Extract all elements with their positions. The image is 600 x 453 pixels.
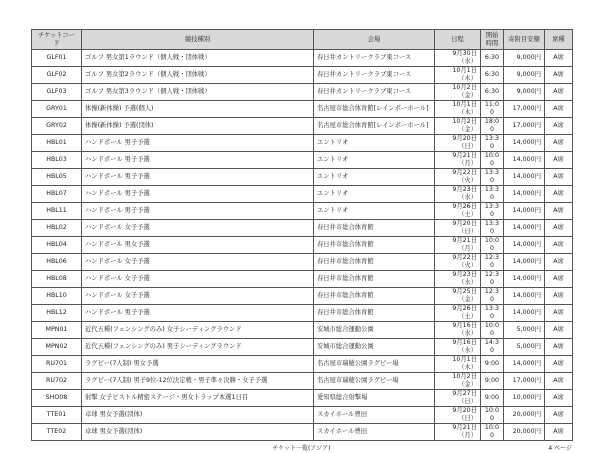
seat-cell: A席 (545, 135, 573, 152)
event-cell: 卓球 男女予選(団体) (82, 407, 314, 424)
venue-cell: 安城市総合運動公園 (314, 322, 435, 339)
table-row (32, 186, 573, 203)
seat-cell: A席 (545, 169, 573, 186)
ticket-code-cell: HBL05 (32, 169, 82, 186)
table-row (32, 288, 573, 305)
table-row (32, 152, 573, 169)
date-cell: 9月21日（月） (435, 152, 481, 169)
venue-cell: 春日井市総合体育館 (314, 237, 435, 254)
start-time-cell: 9:00 (481, 373, 504, 390)
start-time-cell: 9:00 (481, 390, 504, 407)
ticket-code-cell: GLF02 (32, 67, 82, 84)
donation-cell: 9,000円 (504, 50, 545, 67)
date-cell: 9月20日（日） (435, 135, 481, 152)
seat-cell: A席 (545, 424, 573, 441)
ticket-code-cell: TTE02 (32, 424, 82, 441)
start-time-cell: 13:30 (481, 135, 504, 152)
ticket-code-cell: MPN01 (32, 322, 82, 339)
seat-cell: A席 (545, 271, 573, 288)
ticket-table (31, 29, 573, 441)
ticket-code-cell: GLF03 (32, 84, 82, 101)
date-cell: 9月23日（水） (435, 271, 481, 288)
ticket-code-cell: HBL06 (32, 254, 82, 271)
page-content (31, 29, 572, 453)
donation-cell: 17,000円 (504, 101, 545, 118)
table-row (32, 50, 573, 67)
event-cell: ラグビー(7人制) 男子9位-12位決定戦・男子準々決勝・女子予選 (82, 373, 314, 390)
table-row (32, 407, 573, 424)
table-row (32, 254, 573, 271)
seat-cell: A席 (545, 305, 573, 322)
ticket-code-cell: TTE01 (32, 407, 82, 424)
event-cell: ハンドボール 女子予選 (82, 220, 314, 237)
page-number: 4 ページ (548, 445, 572, 452)
venue-cell: 春日井カントリークラブ東コース (314, 84, 435, 101)
donation-cell: 14,000円 (504, 305, 545, 322)
venue-cell: 安城市総合運動公園 (314, 339, 435, 356)
event-cell: 近代五種(フェンシングのみ) 男子シーディングラウンド (82, 339, 314, 356)
date-cell: 9月16日（水） (435, 322, 481, 339)
header-event: 競技種別 (82, 30, 314, 50)
date-cell: 9月16日（水） (435, 339, 481, 356)
table-row (32, 101, 573, 118)
start-time-cell: 14:30 (481, 339, 504, 356)
header-start-time: 開始時間 (481, 30, 504, 50)
ticket-code-cell: HBL08 (32, 271, 82, 288)
event-cell: 体操(新体操) 予選(個人) (82, 101, 314, 118)
start-time-cell: 18:00 (481, 118, 504, 135)
venue-cell: エントリオ (314, 152, 435, 169)
ticket-code-cell: HBL03 (32, 152, 82, 169)
venue-cell: 春日井カントリークラブ東コース (314, 67, 435, 84)
donation-cell: 9,000円 (504, 84, 545, 101)
date-cell: 10月2日（金） (435, 84, 481, 101)
event-cell: ハンドボール 男女予選 (82, 237, 314, 254)
seat-cell: A席 (545, 390, 573, 407)
date-cell: 9月22日（火） (435, 169, 481, 186)
event-cell: 卓球 男女予選(団体) (82, 424, 314, 441)
ticket-code-cell: GLF01 (32, 50, 82, 67)
start-time-cell: 11:00 (481, 101, 504, 118)
seat-cell: A席 (545, 322, 573, 339)
date-cell: 10月1日（木） (435, 67, 481, 84)
table-header-row (32, 30, 573, 50)
event-cell: ハンドボール 女子予選 (82, 288, 314, 305)
page-footer (31, 445, 572, 453)
seat-cell: A席 (545, 186, 573, 203)
table-row (32, 118, 573, 135)
ticket-code-cell: HBL04 (32, 237, 82, 254)
venue-cell: 春日井市総合体育館 (314, 288, 435, 305)
start-time-cell: 12:30 (481, 288, 504, 305)
event-cell: 近代五種(フェンシングのみ) 女子シーディングラウンド (82, 322, 314, 339)
donation-cell: 14,000円 (504, 169, 545, 186)
event-cell: ラグビー(7人制) 男女予選 (82, 356, 314, 373)
date-cell: 10月1日（木） (435, 101, 481, 118)
event-cell: 体操(新体操) 予選(団体) (82, 118, 314, 135)
ticket-code-cell: GRY01 (32, 101, 82, 118)
date-cell: 9月27日（日） (435, 390, 481, 407)
donation-cell: 14,000円 (504, 237, 545, 254)
donation-cell: 5,000円 (504, 339, 545, 356)
donation-cell: 5,000円 (504, 322, 545, 339)
venue-cell: エントリオ (314, 186, 435, 203)
venue-cell: 春日井市総合体育館 (314, 305, 435, 322)
venue-cell: 名古屋市瑞穂公園ラグビー場 (314, 356, 435, 373)
start-time-cell: 6:30 (481, 84, 504, 101)
seat-cell: A席 (545, 203, 573, 220)
table-row (32, 424, 573, 441)
date-cell: 10月2日（金） (435, 373, 481, 390)
venue-cell: エントリオ (314, 135, 435, 152)
donation-cell: 14,000円 (504, 254, 545, 271)
venue-cell: 春日井市総合体育館 (314, 220, 435, 237)
donation-cell: 10,000円 (504, 390, 545, 407)
start-time-cell: 13:30 (481, 169, 504, 186)
donation-cell: 20,000円 (504, 424, 545, 441)
start-time-cell: 10:00 (481, 322, 504, 339)
table-row (32, 373, 573, 390)
event-cell: ハンドボール 男子予選 (82, 169, 314, 186)
start-time-cell: 10:00 (481, 152, 504, 169)
date-cell: 9月21日（月） (435, 424, 481, 441)
donation-cell: 14,000円 (504, 203, 545, 220)
table-row (32, 322, 573, 339)
venue-cell: スカイホール豊田 (314, 407, 435, 424)
event-cell: ゴルフ 男女第3ラウンド（個人戦・団体戦） (82, 84, 314, 101)
event-cell: ハンドボール 男子予選 (82, 135, 314, 152)
seat-cell: A席 (545, 373, 573, 390)
seat-cell: A席 (545, 407, 573, 424)
venue-cell: 愛知県総合射撃場 (314, 390, 435, 407)
table-row (32, 169, 573, 186)
table-row (32, 84, 573, 101)
donation-cell: 17,000円 (504, 373, 545, 390)
date-cell: 9月23日（水） (435, 186, 481, 203)
ticket-code-cell: HBL11 (32, 203, 82, 220)
table-row (32, 203, 573, 220)
ticket-code-cell: RU702 (32, 373, 82, 390)
donation-cell: 14,000円 (504, 135, 545, 152)
venue-cell: 春日井カントリークラブ東コース (314, 50, 435, 67)
donation-cell: 14,000円 (504, 356, 545, 373)
venue-cell: 名古屋市瑞穂公園ラグビー場 (314, 373, 435, 390)
date-cell: 9月26日（土） (435, 203, 481, 220)
header-venue: 会場 (314, 30, 435, 50)
donation-cell: 14,000円 (504, 220, 545, 237)
venue-cell: 春日井市総合体育館 (314, 254, 435, 271)
seat-cell: A席 (545, 288, 573, 305)
table-row (32, 356, 573, 373)
table-row (32, 271, 573, 288)
start-time-cell: 12:30 (481, 254, 504, 271)
venue-cell: 名古屋市総合体育館[レインボーホール] (314, 101, 435, 118)
start-time-cell: 10:00 (481, 237, 504, 254)
header-donation: 寄附目安額 (504, 30, 545, 50)
start-time-cell: 6:30 (481, 50, 504, 67)
ticket-code-cell: MPN02 (32, 339, 82, 356)
seat-cell: A席 (545, 152, 573, 169)
donation-cell: 17,000円 (504, 118, 545, 135)
event-cell: ハンドボール 男子予選 (82, 203, 314, 220)
event-cell: ハンドボール 男子予選 (82, 305, 314, 322)
ticket-code-cell: HBL12 (32, 305, 82, 322)
date-cell: 10月2日（金） (435, 118, 481, 135)
date-cell: 9月25日（金） (435, 288, 481, 305)
venue-cell: エントリオ (314, 203, 435, 220)
start-time-cell: 13:30 (481, 220, 504, 237)
seat-cell: A席 (545, 101, 573, 118)
ticket-code-cell: HBL02 (32, 220, 82, 237)
seat-cell: A席 (545, 237, 573, 254)
seat-cell: A席 (545, 339, 573, 356)
donation-cell: 14,000円 (504, 271, 545, 288)
event-cell: ハンドボール 女子予選 (82, 254, 314, 271)
ticket-code-cell: RU701 (32, 356, 82, 373)
donation-cell: 14,000円 (504, 288, 545, 305)
start-time-cell: 9:00 (481, 356, 504, 373)
table-row (32, 339, 573, 356)
venue-cell: エントリオ (314, 169, 435, 186)
donation-cell: 9,000円 (504, 67, 545, 84)
start-time-cell: 12:30 (481, 271, 504, 288)
table-row (32, 390, 573, 407)
header-ticket-code: チケットコード (32, 30, 82, 50)
date-cell: 10月1日（木） (435, 356, 481, 373)
event-cell: ゴルフ 男女第1ラウンド（個人戦・団体戦） (82, 50, 314, 67)
seat-cell: A席 (545, 67, 573, 84)
venue-cell: 名古屋市総合体育館[レインボーホール] (314, 118, 435, 135)
venue-cell: スカイホール豊田 (314, 424, 435, 441)
start-time-cell: 13:30 (481, 186, 504, 203)
date-cell: 9月26日（土） (435, 305, 481, 322)
ticket-code-cell: HBL10 (32, 288, 82, 305)
header-seat: 席種 (545, 30, 573, 50)
seat-cell: A席 (545, 50, 573, 67)
table-row (32, 305, 573, 322)
seat-cell: A席 (545, 356, 573, 373)
ticket-code-cell: HBL01 (32, 135, 82, 152)
table-row (32, 237, 573, 254)
start-time-cell: 10:00 (481, 407, 504, 424)
date-cell: 9月21日（月） (435, 237, 481, 254)
table-row (32, 135, 573, 152)
ticket-code-cell: GRY02 (32, 118, 82, 135)
donation-cell: 14,000円 (504, 186, 545, 203)
date-cell: 9月22日（火） (435, 254, 481, 271)
event-cell: ハンドボール 男子予選 (82, 186, 314, 203)
ticket-code-cell: SHO08 (32, 390, 82, 407)
seat-cell: A席 (545, 118, 573, 135)
donation-cell: 20,000円 (504, 407, 545, 424)
start-time-cell: 13:30 (481, 203, 504, 220)
start-time-cell: 6:30 (481, 67, 504, 84)
date-cell: 9月20日（日） (435, 407, 481, 424)
seat-cell: A席 (545, 84, 573, 101)
seat-cell: A席 (545, 254, 573, 271)
donation-cell: 14,000円 (504, 152, 545, 169)
ticket-code-cell: HBL07 (32, 186, 82, 203)
event-cell: ハンドボール 女子予選 (82, 271, 314, 288)
header-date: 日程 (435, 30, 481, 50)
start-time-cell: 10:00 (481, 424, 504, 441)
date-cell: 9月20日（日） (435, 220, 481, 237)
start-time-cell: 13:30 (481, 305, 504, 322)
event-cell: ゴルフ 男女第2ラウンド（個人戦・団体戦） (82, 67, 314, 84)
footer-title: チケット一覧(アジア) (272, 445, 331, 452)
table-row (32, 67, 573, 84)
event-cell: ハンドボール 男子予選 (82, 152, 314, 169)
table-row (32, 220, 573, 237)
date-cell: 9月30日（水） (435, 50, 481, 67)
event-cell: 射撃 女子ピストル精密ステージ・男女トラップ本選1日目 (82, 390, 314, 407)
venue-cell: 春日井市総合体育館 (314, 271, 435, 288)
seat-cell: A席 (545, 220, 573, 237)
